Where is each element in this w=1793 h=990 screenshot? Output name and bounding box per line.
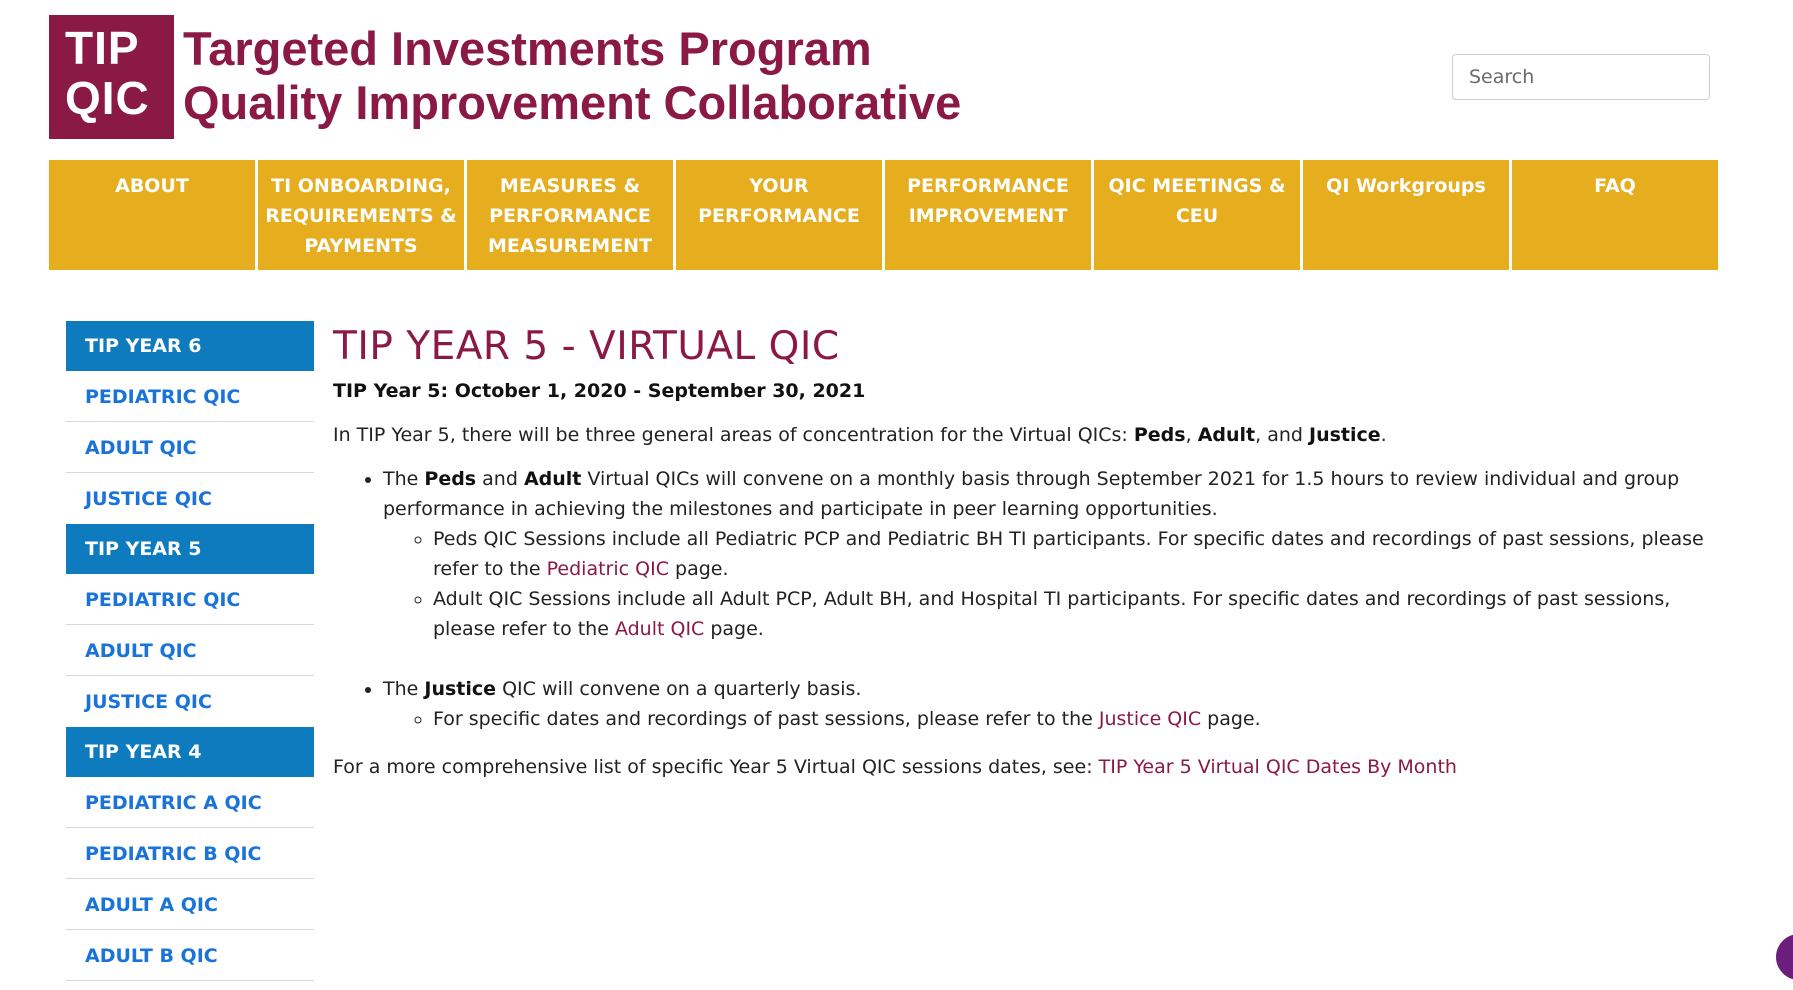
intro-paragraph: In TIP Year 5, there will be three general areas of concentration for the Virtual QICs: Peds, Adult, and Justice. — [333, 424, 1387, 446]
list-item-justice: • The Justice QIC will convene on a quarterly basis. ◦ For specific dates and recordings of past sessions, please refer to the Justice QIC page. — [383, 674, 1723, 734]
nav-qic-meetings[interactable]: QIC MEETINGS & CEU — [1094, 160, 1303, 270]
sidebar-item-year4-adult-b[interactable]: ADULT B QIC — [66, 930, 314, 981]
sidebar-heading-year6[interactable]: TIP YEAR 6 — [66, 321, 314, 371]
list-item-adult-sessions: ◦ Adult QIC Sessions include all Adult PCP, Adult BH, and Hospital TI participants. For specific dates and recordings of past sessions, please refer to the Adult QIC page. — [433, 584, 1723, 644]
sidebar-item-year4-adult-a[interactable]: ADULT A QIC — [66, 879, 314, 930]
site-logo[interactable] — [49, 15, 174, 139]
search-input[interactable] — [1452, 54, 1710, 100]
site-title-line-1: Targeted Investments Program — [183, 22, 872, 75]
sidebar-item-year5-adult[interactable]: ADULT QIC — [66, 625, 314, 676]
sidebar-item-year5-pediatric[interactable]: PEDIATRIC QIC — [66, 574, 314, 625]
main-nav — [49, 160, 1718, 270]
nav-ti-onboarding[interactable]: TI ONBOARDING, REQUIREMENTS & PAYMENTS — [258, 160, 467, 270]
site-title-line-2: Quality Improvement Collaborative — [183, 76, 962, 129]
sidebar — [66, 321, 314, 981]
list-item-peds-sessions: ◦ Peds QIC Sessions include all Pediatric PCP and Pediatric BH TI participants. For specific dates and recordings of past sessions, please refer to the Pediatric QIC page. — [433, 524, 1723, 584]
nav-performance-improvement[interactable]: PERFORMANCE IMPROVEMENT — [885, 160, 1094, 270]
main-content — [333, 322, 1723, 782]
pediatric-qic-link[interactable]: Pediatric QIC — [546, 558, 669, 580]
page-title: TIP YEAR 5 - VIRTUAL QIC — [333, 324, 840, 369]
dates-paragraph: For a more comprehensive list of specific Year 5 Virtual QIC sessions dates, see: TIP Year 5 Virtual QIC Dates By Month — [333, 756, 1457, 778]
sidebar-item-year6-justice[interactable]: JUSTICE QIC — [85, 488, 212, 510]
page-subtitle: TIP Year 5: October 1, 2020 - September 30, 2021 — [333, 380, 866, 402]
adult-qic-link[interactable]: Adult QIC — [614, 618, 705, 640]
logo-line-1: TIP — [65, 22, 140, 74]
sidebar-item-year6-pediatric[interactable]: PEDIATRIC QIC — [66, 371, 314, 422]
nav-your-performance[interactable]: YOUR PERFORMANCE — [676, 160, 885, 270]
nav-faq[interactable]: FAQ — [1512, 160, 1718, 270]
sidebar-heading-year4[interactable]: TIP YEAR 4 — [66, 727, 314, 777]
justice-qic-link[interactable]: Justice QIC — [1098, 708, 1202, 730]
logo-line-2: QIC — [65, 72, 150, 124]
sidebar-heading-year5[interactable]: TIP YEAR 5 — [66, 524, 314, 574]
site-title[interactable] — [183, 22, 961, 130]
sidebar-item-year4-pediatric-a[interactable]: PEDIATRIC A QIC — [66, 777, 314, 828]
nav-qi-workgroups[interactable]: QI Workgroups — [1303, 160, 1512, 270]
list-item-justice-sessions: ◦ For specific dates and recordings of past sessions, please refer to the Justice QIC page. — [433, 704, 1723, 734]
nav-measures[interactable]: MEASURES & PERFORMANCE MEASUREMENT — [467, 160, 676, 270]
sidebar-item-year4-pediatric-b[interactable]: PEDIATRIC B QIC — [66, 828, 314, 879]
nav-about[interactable]: ABOUT — [49, 160, 258, 270]
dates-by-month-link[interactable]: TIP Year 5 Virtual QIC Dates By Month — [1098, 756, 1457, 778]
concentration-list — [333, 464, 1723, 734]
sidebar-item-year6-adult[interactable]: ADULT QIC — [66, 422, 314, 473]
chat-widget-icon[interactable] — [1776, 934, 1793, 980]
list-item-peds-adult: • The Peds and Adult Virtual QICs will convene on a monthly basis through September 2021 for 1.5 hours to review individual and group performance in achieving the milestones and participate in peer learning opportunities. ◦ Peds QIC Sessions include all Pediatric PCP and Pediatric BH TI participants. For specific dates and recordings of past sessions, please refer to the Pediatric QIC page. ◦ Adult QIC Sessions include all Adult PCP, Adult BH, and Hospital TI participants. For specific dates and recordings of past sessions, please refer to the Adult QIC page. — [383, 464, 1723, 674]
sidebar-item-year5-justice[interactable]: JUSTICE QIC — [85, 691, 212, 713]
